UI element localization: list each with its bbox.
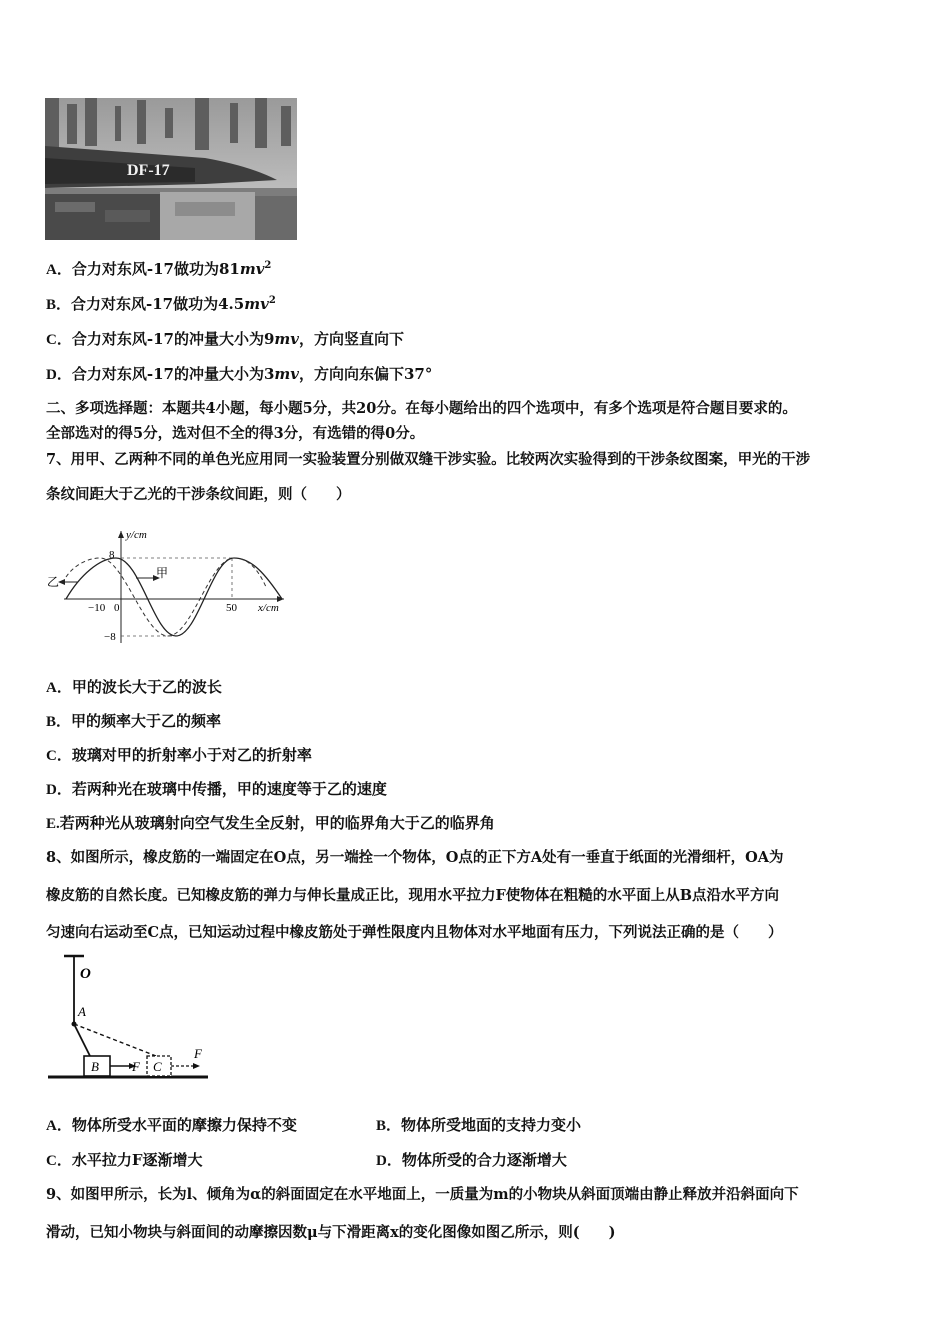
option-text: 合力对东风-17的冲量大小为3 bbox=[71, 365, 275, 383]
option-text: 若两种光从玻璃射向空气发生全反射，甲的临界角大于乙的临界角 bbox=[59, 814, 495, 832]
q8-option-b bbox=[376, 1114, 581, 1135]
force-arrow-c-icon bbox=[193, 1063, 200, 1069]
option-letter: E. bbox=[46, 816, 60, 832]
wave-yi-label: 乙 bbox=[47, 575, 60, 589]
option-expr: mv bbox=[274, 365, 299, 383]
q8-option-d bbox=[376, 1149, 567, 1170]
rubber-band-figure bbox=[44, 952, 214, 1084]
option-letter: C． bbox=[46, 332, 72, 348]
option-letter: A． bbox=[46, 680, 72, 696]
option-letter: D． bbox=[46, 782, 72, 798]
option-text: 甲的频率大于乙的频率 bbox=[71, 712, 222, 730]
q7-option-e bbox=[46, 812, 495, 833]
wave-jia-label: 甲 bbox=[156, 566, 169, 580]
rubber-band-svg bbox=[44, 952, 214, 1084]
q6-option-b bbox=[46, 293, 276, 314]
y-max-label: 8 bbox=[109, 549, 115, 561]
wave-graph-svg bbox=[44, 525, 294, 645]
option-letter: B． bbox=[46, 714, 72, 730]
option-letter: A． bbox=[46, 262, 72, 278]
q6-option-a bbox=[46, 258, 271, 279]
q8-line2: 橡皮筋的自然长度。已知橡皮筋的弹力与伸长量成正比，现用水平拉力F使物体在粗糙的水平面上从B点沿水平方向 bbox=[46, 887, 780, 904]
q8-line1: 8、如图所示，橡皮筋的一端固定在O点，另一端拴一个物体，O点的正下方A处有一垂直于纸面的光滑细杆，OA为 bbox=[46, 849, 784, 866]
q8-line3: 匀速向右运动至C点，已知运动过程中橡皮筋处于弹性限度内且物体对水平地面有压力，下列说法正确的是（ ） bbox=[46, 924, 783, 941]
y-axis-arrow bbox=[118, 531, 124, 538]
option-text: 物体所受水平面的摩擦力保持不变 bbox=[71, 1116, 297, 1134]
option-text: 合力对东风-17做功为4.5 bbox=[71, 295, 245, 313]
q9-line2: 滑动，已知小物块与斜面间的动摩擦因数μ与下滑距离x的变化图像如图乙所示，则( ) bbox=[46, 1224, 616, 1241]
label-f2: F bbox=[194, 1046, 202, 1061]
origin-label: 0 bbox=[114, 602, 120, 614]
x-50-label: 50 bbox=[226, 602, 237, 614]
q8-option-a bbox=[46, 1114, 297, 1135]
option-tail: ，方向竖直向下 bbox=[298, 330, 404, 348]
option-letter: D． bbox=[376, 1153, 402, 1169]
q7-option-b bbox=[46, 710, 221, 731]
option-expr: mv bbox=[239, 260, 265, 278]
option-letter: C． bbox=[46, 748, 72, 764]
q7-option-d bbox=[46, 778, 387, 799]
option-text: 物体所受的合力逐渐增大 bbox=[401, 1151, 567, 1169]
wave-graph bbox=[44, 525, 294, 645]
section2-line1: 二、多项选择题：本题共4小题，每小题5分，共20分。在每小题给出的四个选项中，有多个选项是符合题目要求的。 bbox=[46, 400, 797, 417]
q7-line1: 7、用甲、乙两种不同的单色光应用同一实验装置分别做双缝干涉实验。比较两次实验得到的干涉条纹图案，甲光的干涉 bbox=[46, 451, 811, 468]
x-neg-label: −10 bbox=[88, 602, 106, 614]
option-text: 水平拉力F逐渐增大 bbox=[71, 1151, 203, 1169]
option-sup: 2 bbox=[268, 295, 276, 306]
option-tail: ，方向向东偏下37° bbox=[298, 365, 433, 383]
option-expr: mv bbox=[274, 330, 299, 348]
option-text: 合力对东风-17的冲量大小为9 bbox=[71, 330, 275, 348]
x-axis-label: x/cm bbox=[258, 602, 279, 614]
option-sup: 2 bbox=[264, 260, 272, 271]
q7-line2: 条纹间距大于乙光的干涉条纹间距，则（ ） bbox=[46, 486, 351, 503]
rod-a bbox=[72, 1022, 77, 1027]
option-text: 玻璃对甲的折射率小于对乙的折射率 bbox=[71, 746, 312, 764]
option-text: 若两种光在玻璃中传播，甲的速度等于乙的速度 bbox=[71, 780, 387, 798]
option-expr: mv bbox=[244, 295, 269, 313]
y-axis-label: y/cm bbox=[126, 529, 147, 541]
wave-jia bbox=[66, 558, 282, 636]
label-c: C bbox=[153, 1059, 162, 1074]
option-letter: C． bbox=[46, 1153, 72, 1169]
missile-photo-art bbox=[45, 98, 297, 240]
missile-photo bbox=[45, 98, 297, 240]
y-min-label: −8 bbox=[104, 631, 116, 643]
q7-option-a bbox=[46, 676, 222, 697]
q9-line1: 9、如图甲所示，长为l、倾角为α的斜面固定在水平地面上，一质量为m的小物块从斜面顶端由静止释放并沿斜面向下 bbox=[46, 1186, 799, 1203]
label-a: A bbox=[78, 1004, 86, 1019]
band-ac bbox=[74, 1024, 156, 1056]
option-letter: B． bbox=[46, 297, 72, 313]
option-letter: B． bbox=[376, 1118, 402, 1134]
option-letter: D． bbox=[46, 367, 72, 383]
q8-option-c bbox=[46, 1149, 203, 1170]
option-text: 物体所受地面的支持力变小 bbox=[401, 1116, 582, 1134]
q6-option-c bbox=[46, 328, 404, 349]
label-f1: F bbox=[132, 1059, 140, 1074]
section2-line2: 全部选对的得5分，选对但不全的得3分，有选错的得0分。 bbox=[46, 425, 425, 442]
arrow-left-icon bbox=[58, 579, 65, 585]
q6-option-d bbox=[46, 363, 432, 384]
missile-label: DF-17 bbox=[127, 162, 170, 179]
label-o: O bbox=[80, 966, 91, 982]
q7-option-c bbox=[46, 744, 312, 765]
label-b: B bbox=[91, 1059, 99, 1074]
option-letter: A． bbox=[46, 1118, 72, 1134]
option-text: 合力对东风-17做功为81 bbox=[71, 260, 240, 278]
option-text: 甲的波长大于乙的波长 bbox=[71, 678, 222, 696]
